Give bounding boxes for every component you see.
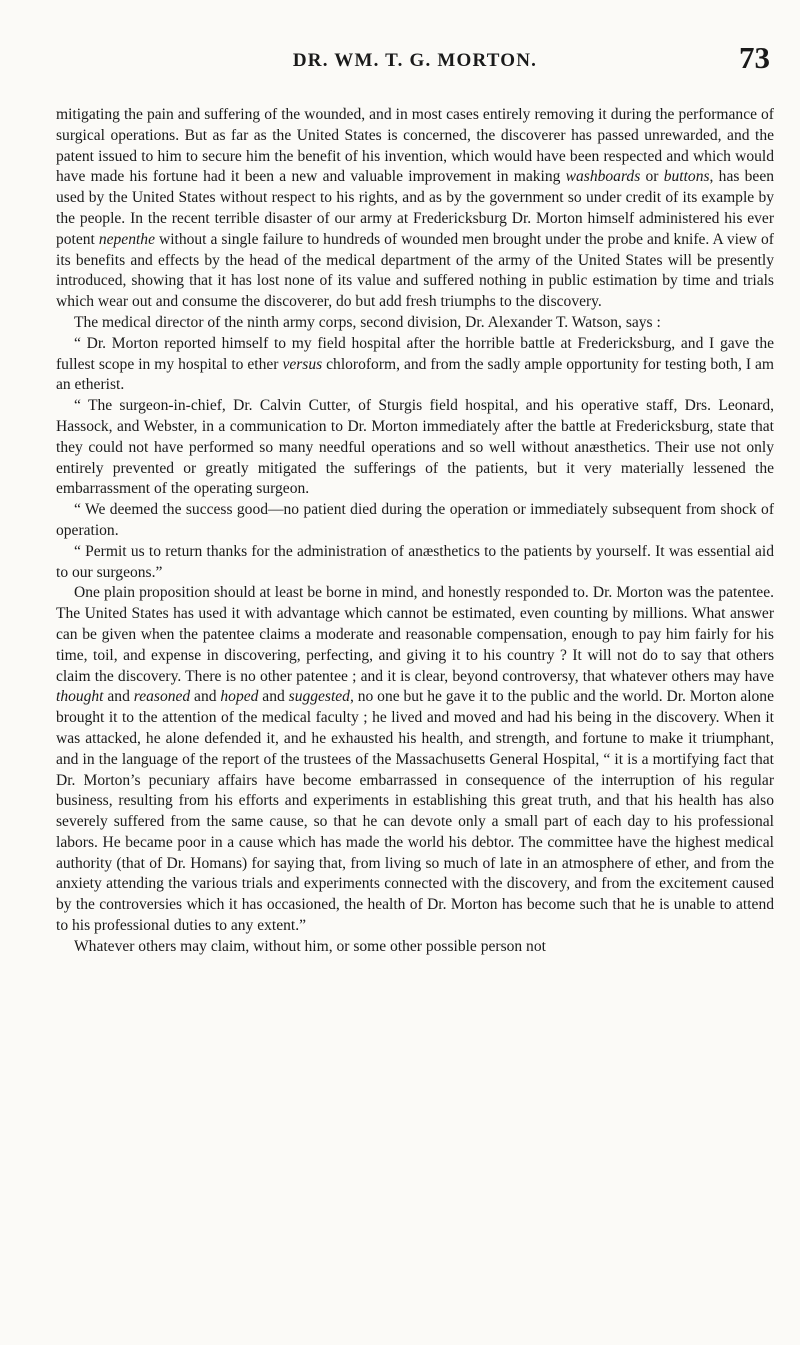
paragraph bbox=[56, 105, 774, 313]
text-run: “ Permit us to return thanks for the administration of anæsthetics to the patients by yourself. It was essential aid to our surgeons.” bbox=[56, 542, 774, 581]
italic-text: versus bbox=[282, 355, 323, 373]
body-text bbox=[56, 105, 774, 958]
italic-text: thought bbox=[56, 688, 104, 706]
text-run: “ The surgeon-in-chief, Dr. Calvin Cutter, of Sturgis field hospital, and his operative staff, Drs. Leonard, Hassock, and Webster, in a communication to Dr. Morton immediately after the battle at Fredericksburg, state that they could not have performed so many needful operations and so well without anæsthetics. Their use not only entirely prevented or greatly mitigated the sufferings of the patients, but it very materially lessened the embarrassment of the operating surgeon. bbox=[56, 397, 774, 498]
paragraph bbox=[56, 396, 774, 500]
text-run: or bbox=[640, 168, 664, 186]
paragraph bbox=[56, 583, 774, 937]
paragraph bbox=[56, 334, 774, 396]
text-run: and bbox=[103, 688, 134, 706]
text-run: One plain proposition should at least be borne in mind, and honestly responded to. Dr. Morton was the patentee. The United States has used it with advantage which cannot be estimated, even counting by millions. What answer can be given when the patentee claims a moderate and reasonable compensation, enough to pay him fairly for his time, toil, and expense in discovering, perfecting, and giving it to his country ? It will not do to say that others claim the discovery. There is no other patentee ; and it is clear, beyond controversy, that whatever others may have bbox=[56, 584, 774, 685]
italic-text: reasoned bbox=[133, 688, 191, 706]
text-run: The medical director of the ninth army corps, second division, Dr. Alexander T. Watson, says : bbox=[74, 313, 661, 331]
text-run: “ Dr. Morton reported himself to my field hospital after the horrible battle at Fredericksburg, and I gave the fullest scope in my hospital to ether bbox=[56, 334, 774, 373]
italic-text: washboards bbox=[565, 168, 641, 186]
paragraph bbox=[56, 500, 774, 542]
italic-text: suggested bbox=[288, 688, 350, 706]
text-run: , no one but he gave it to the public and the world. Dr. Morton alone brought it to the attention of the medical faculty ; he lived and moved and had his being in the discovery. When it was attacked, he alone defended it, and he exhausted his health, and strength, and fortune to make it triumphant, and in the language of the report of the trustees of the Massachusetts General Hospital, “ it is a mortifying fact that Dr. Morton’s pecuniary affairs have become embarrassed in consequence of the interruption of his regular business, resulting from his efforts and experiments in establishing this great truth, and that his health has also severely suffered from the same cause, so that he can devote only a small part of each day to his professional labors. He became poor in a cause which has made the world his debtor. The committee have the highest medical authority (that of Dr. Homans) for saying that, from living so much of late in an atmosphere of ether, and from the anxiety attending the various trials and experiments connected with the discovery, and from the excitement caused by the controversies which it has occasioned, the health of Dr. Morton has become such that he is unable to attend to his professional duties to any extent.” bbox=[56, 688, 774, 935]
running-title: DR. WM. T. G. MORTON. bbox=[292, 50, 538, 71]
text-run: , has been used by the United States without respect to his rights, and as by the government so under credit of its example by the people. In the recent terrible disaster of our army at Fredericksburg Dr. Morton himself administered his ever potent bbox=[56, 168, 775, 248]
text-run: “ We deemed the success good—no patient died during the operation or immediately subsequent from shock of operation. bbox=[56, 501, 774, 539]
paragraph bbox=[56, 313, 774, 334]
paragraph bbox=[56, 542, 774, 584]
text-run: without a single failure to hundreds of wounded men brought under the probe and knife. A view of its benefits and effects by the head of the medical department of the army of the United States will be presently introduced, showing that it has lost none of its value and suffered nothing in public estimation by time and trials which wear out and consume the discoverer, do but add fresh triumphs to the discovery. bbox=[56, 230, 774, 311]
text-run: mitigating the pain and suffering of the wounded, and in most cases entirely removing it during the performance of surgical operations. But as far as the United States is concerned, the discoverer has passed unrewarded, and the patent issued to him to secure him the benefit of his invention, which would have been respected and which would have made his fortune had it been a new and valuable improvement in making bbox=[56, 106, 774, 186]
text-run: and bbox=[258, 688, 289, 706]
italic-text: buttons bbox=[663, 168, 710, 186]
page-number: 73 bbox=[739, 40, 770, 75]
italic-text: hoped bbox=[220, 688, 259, 706]
running-head bbox=[60, 40, 770, 84]
text-run: Whatever others may claim, without him, or some other possible person not bbox=[74, 937, 546, 955]
paragraph bbox=[56, 937, 774, 958]
italic-text: nepenthe bbox=[98, 230, 155, 248]
text-run: and bbox=[190, 688, 221, 706]
text-run: chloroform, and from the sadly ample opportunity for testing both, I am an etherist. bbox=[56, 355, 774, 394]
